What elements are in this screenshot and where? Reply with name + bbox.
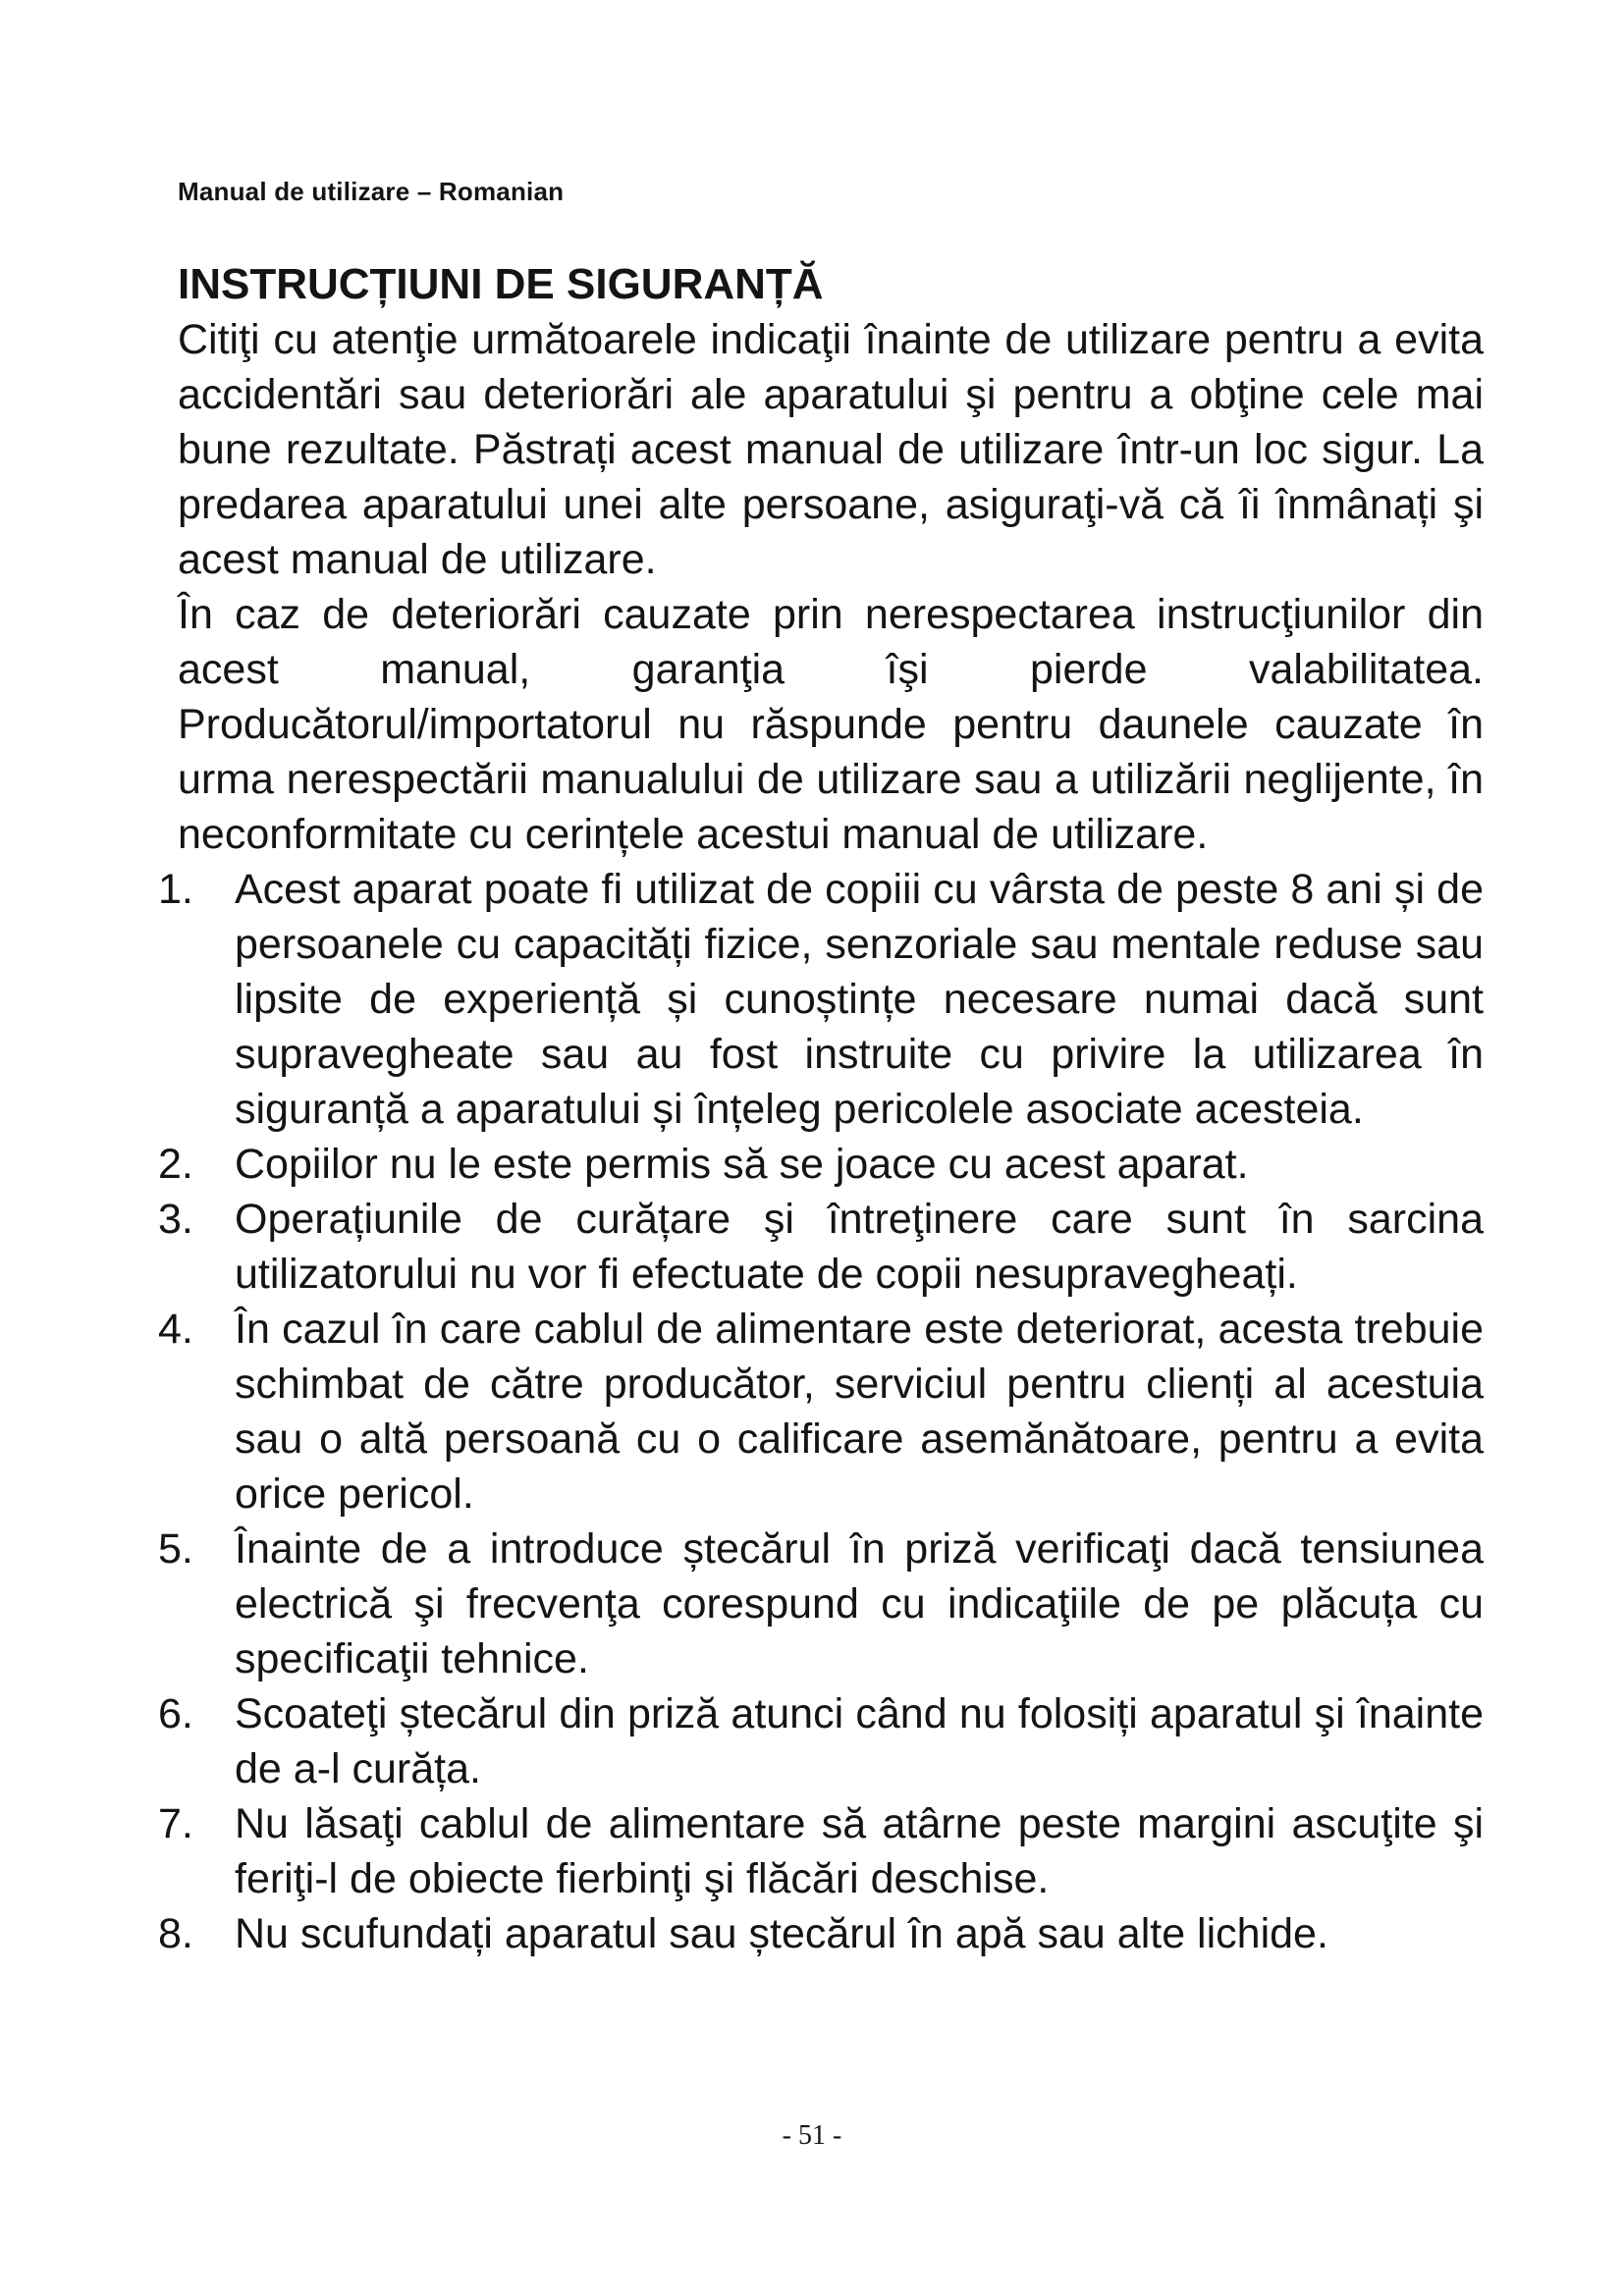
list-item — [158, 862, 1484, 1137]
intro-paragraph: Citiţi cu atenţie următoarele indicaţii înainte de utilizare pentru a evita accidentări sau deteriorări ale aparatului şi pentru a obţine cele mai bune rezultate. Păstrați acest manual de utilizare într-un loc sigur. La predarea aparatului unei alte persoane, asiguraţi-vă că îi înmânați şi acest manual de utilizare. — [178, 316, 1484, 583]
item-number: 8. — [158, 1910, 193, 1957]
list-item — [158, 1137, 1484, 1192]
item-text: Scoateţi ștecărul din priză atunci când nu folosiți aparatul şi înainte de a-l curăța. — [235, 1690, 1484, 1792]
list-item — [158, 1796, 1484, 1906]
item-number: 4. — [158, 1306, 193, 1353]
item-text: Nu lăsaţi cablul de alimentare să atârne peste margini ascuţite şi feriţi-l de obiecte fierbinţi şi flăcări deschise. — [235, 1800, 1484, 1902]
item-number: 7. — [158, 1800, 193, 1847]
running-header: Manual de utilizare – Romanian — [178, 177, 565, 206]
item-text: Copiilor nu le este permis să se joace cu acest aparat. — [235, 1141, 1249, 1188]
section-title: INSTRUCȚIUNI DE SIGURANȚĂ — [178, 260, 824, 308]
list-item — [158, 1302, 1484, 1522]
item-text: Acest aparat poate fi utilizat de copiii cu vârsta de peste 8 ani și de persoanele cu capacități fizice, senzoriale sau mentale reduse sau lipsite de experiență și cunoștințe necesare numai dacă sunt supravegheate sau au fost instruite cu privire la utilizarea în siguranță a aparatului și înțeleg pericolele asociate acesteia. — [235, 866, 1484, 1133]
item-number: 1. — [158, 866, 193, 913]
safety-section — [158, 257, 1484, 1961]
list-item — [158, 1686, 1484, 1796]
item-text: Înainte de a introduce ștecărul în priză verificaţi dacă tensiunea electrică şi frecvenţa corespund cu indicaţiile de pe plăcuța cu specificaţii tehnice. — [235, 1525, 1484, 1682]
warranty-paragraph: În caz de deteriorări cauzate prin nerespectarea instrucţiunilor din acest manual, garanţia îşi pierde valabilitatea. Producătorul/importatorul nu răspunde pentru daunele cauzate în urma nerespectării manualului de utilizare sau a utilizării neglijente, în neconformitate cu cerințele acestui manual de utilizare. — [178, 591, 1484, 858]
item-number: 3. — [158, 1196, 193, 1243]
item-text: În cazul în care cablul de alimentare este deteriorat, acesta trebuie schimbat de către producător, serviciul pentru clienți al acestuia sau o altă persoană cu o calificare asemănătoare, pentru a evita orice pericol. — [235, 1306, 1484, 1518]
page-number: - 51 - — [782, 2120, 842, 2151]
item-number: 6. — [158, 1690, 193, 1737]
list-item — [158, 1522, 1484, 1686]
item-number: 5. — [158, 1525, 193, 1573]
item-text: Operațiunile de curățare şi întreţinere care sunt în sarcina utilizatorului nu vor fi efectuate de copii nesupravegheați. — [235, 1196, 1484, 1298]
list-item — [158, 1192, 1484, 1302]
list-item — [158, 1906, 1484, 1961]
item-text: Nu scufundați aparatul sau ștecărul în apă sau alte lichide. — [235, 1910, 1328, 1957]
item-number: 2. — [158, 1141, 193, 1188]
safety-instructions-list — [158, 862, 1484, 1961]
